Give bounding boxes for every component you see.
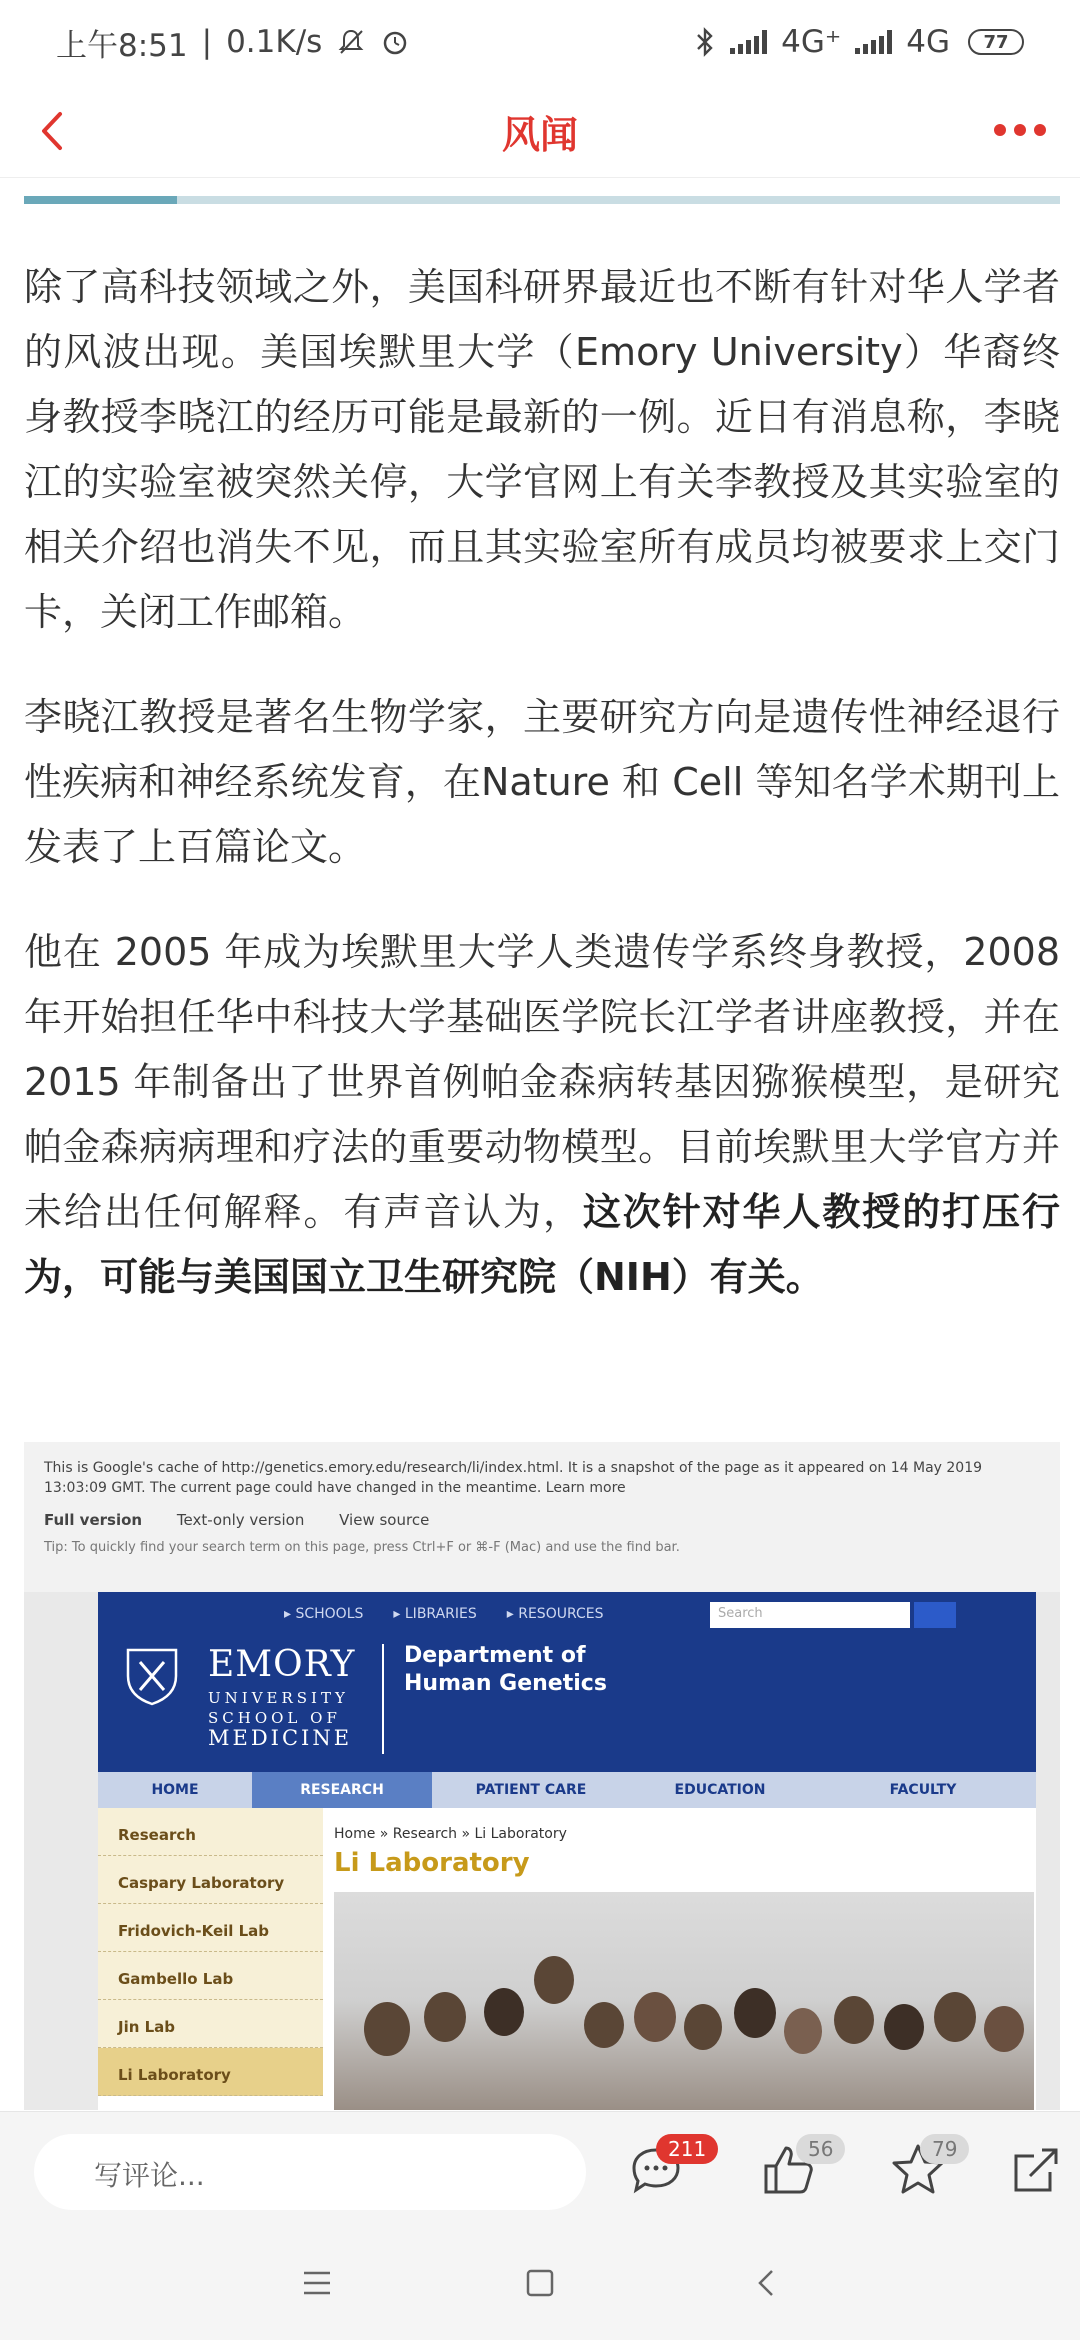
cache-tip: Tip: To quickly find your search term on this page, press Ctrl+F or ⌘-F (Mac) and use the find bar. — [44, 1540, 680, 1555]
sidebar-item-li: Li Laboratory — [98, 2048, 323, 2096]
util-link-libraries: ▸ LIBRARIES — [393, 1606, 477, 1622]
top-nav — [0, 84, 1080, 178]
utility-links — [284, 1606, 604, 1622]
site-sidebar — [98, 1808, 323, 2110]
status-bar — [0, 0, 1080, 84]
network-type-2: 4G — [906, 24, 950, 60]
emory-shield-icon — [124, 1646, 180, 1706]
menu-home: HOME — [151, 1782, 199, 1798]
lab-group-photo — [334, 1892, 1034, 2110]
more-options-icon[interactable] — [994, 124, 1046, 136]
share-icon[interactable] — [1006, 2140, 1066, 2200]
view-source-link: View source — [339, 1511, 430, 1529]
bluetooth-icon — [694, 26, 716, 58]
menu-research: RESEARCH — [252, 1772, 432, 1808]
signal-icon — [730, 30, 767, 54]
header-divider — [382, 1644, 384, 1754]
sidebar-item-caspary: Caspary Laboratory — [98, 1856, 323, 1904]
menu-patient-care: PATIENT CARE — [475, 1782, 587, 1798]
status-left — [56, 20, 410, 65]
menu-education: EDUCATION — [674, 1782, 766, 1798]
alarm-icon — [380, 27, 410, 57]
status-network-speed: 0.1K/s — [226, 24, 323, 60]
sidebar-item-research: Research — [98, 1808, 323, 1856]
site-content — [334, 1808, 1036, 2110]
department-name — [404, 1642, 607, 1698]
article-paragraph-3 — [24, 920, 1060, 1310]
util-link-resources: ▸ RESOURCES — [506, 1606, 604, 1622]
menu-icon[interactable] — [302, 2269, 332, 2297]
page-title: 风闻 — [501, 113, 578, 157]
lab-title: Li Laboratory — [334, 1848, 530, 1878]
emory-site — [98, 1592, 1036, 2110]
like-count-badge: 56 — [796, 2134, 845, 2164]
dept-line-1: Department of — [404, 1643, 586, 1668]
menu-faculty: FACULTY — [889, 1782, 957, 1798]
bottom-action-bar — [0, 2111, 1080, 2231]
dept-line-2: Human Genetics — [404, 1671, 607, 1696]
emory-wordmark: EMORY — [208, 1644, 356, 1685]
sidebar-item-gambello: Gambello Lab — [98, 1952, 323, 2000]
comment-count-badge: 211 — [656, 2134, 718, 2164]
full-version-link: Full version — [44, 1511, 143, 1529]
site-search-box: Search — [710, 1602, 910, 1628]
school-of-text: SCHOOL OF — [208, 1709, 341, 1727]
medicine-text: MEDICINE — [208, 1726, 353, 1750]
status-time: 上午8:51 — [56, 27, 188, 64]
google-cache-banner — [24, 1442, 1060, 1592]
system-navigation-bar — [0, 2231, 1080, 2340]
comment-input[interactable]: 写评论... — [34, 2134, 586, 2210]
site-menu — [98, 1772, 1036, 1808]
status-separator: | — [201, 24, 213, 60]
back-triangle-icon[interactable] — [754, 2267, 778, 2299]
university-text: UNIVERSITY — [208, 1689, 349, 1707]
article-body — [24, 255, 1060, 1350]
top-image-edge — [24, 196, 1060, 204]
emory-subtitle — [208, 1688, 352, 1748]
emory-header — [98, 1592, 1036, 1772]
site-breadcrumb: Home » Research » Li Laboratory — [334, 1826, 567, 1842]
home-square-icon[interactable] — [526, 2269, 554, 2297]
article-paragraph-3-bold: 这次针对华人教授的打压行为，可能与美国国立卫生研究院（NIH）有关。 — [24, 1190, 1060, 1299]
cache-links — [44, 1510, 1040, 1530]
battery-icon: 77 — [968, 29, 1024, 55]
sidebar-item-fridovich: Fridovich-Keil Lab — [98, 1904, 323, 1952]
cache-text: This is Google's cache of http://genetics.emory.edu/research/li/index.html. It is a snapshot of the page as it appeared on 14 May 2019 13:03:09 GMT. The current page could have changed in the meantime. Learn more — [44, 1460, 983, 1496]
site-search-button — [914, 1602, 956, 1628]
sidebar-item-jin: Jin Lab — [98, 2000, 323, 2048]
text-only-link: Text-only version — [176, 1511, 305, 1529]
signal-icon-2 — [855, 30, 892, 54]
network-type-1: 4G⁺ — [781, 24, 842, 60]
util-link-schools: ▸ SCHOOLS — [284, 1606, 364, 1622]
article-image[interactable] — [24, 1442, 1060, 2110]
article-paragraph-3-text: 他在 2005 年成为埃默里大学人类遗传学系终身教授，2008 年开始担任华中科技大学基础医学院长江学者讲座教授，并在 2015 年制备出了世界首例帕金森病转基因猕猴模型，是研究帕金森病病理和疗法的重要动物模型。目前埃默里大学官方并未给出任何解释。有声音认为， — [24, 930, 1060, 1234]
progress-fill — [24, 196, 177, 204]
article-paragraph-1: 除了高科技领域之外，美国科研界最近也不断有针对华人学者的风波出现。美国埃默里大学（Emory University）华裔终身教授李晓江的经历可能是最新的一例。近日有消息称，李晓江的实验室被突然关停，大学官网上有关李教授及其实验室的相关介绍也消失不见，而且其实验室所有成员均被要求上交门卡，关闭工作邮箱。 — [24, 265, 1060, 634]
status-right — [694, 24, 1024, 60]
mute-icon — [336, 27, 366, 57]
article-paragraph-2: 李晓江教授是著名生物学家，主要研究方向是遗传性神经退行性疾病和神经系统发育，在Nature 和 Cell 等知名学术期刊上发表了上百篇论文。 — [24, 695, 1060, 869]
favorite-count-badge: 79 — [920, 2134, 969, 2164]
